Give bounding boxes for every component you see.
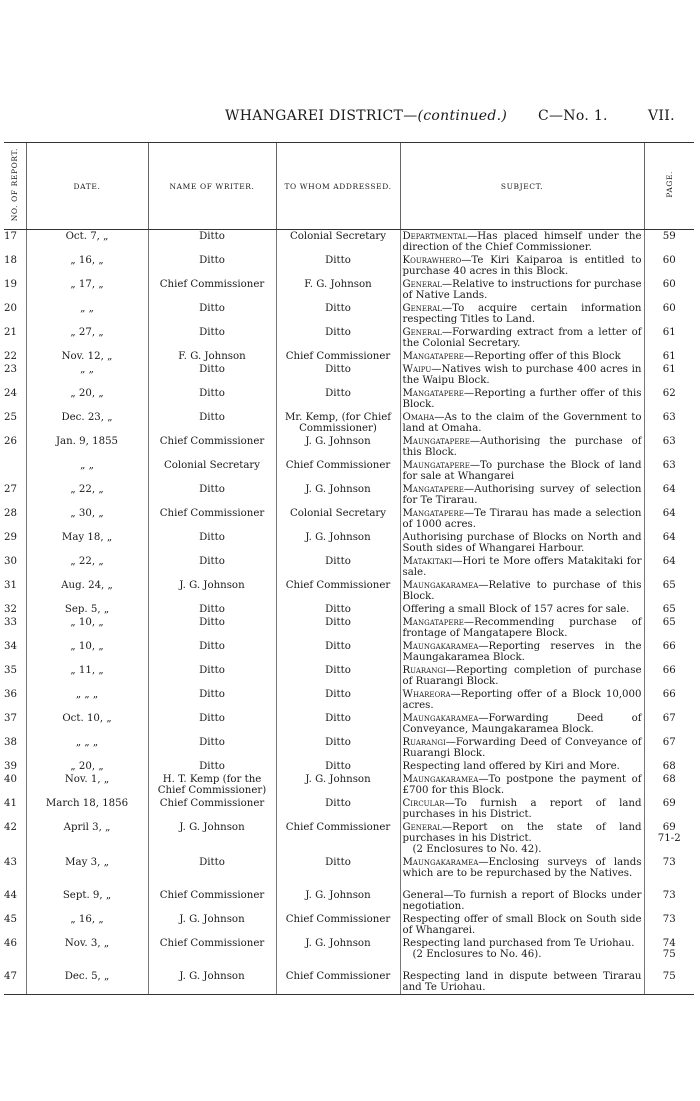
page-cell: 66 [644, 640, 694, 664]
document-reference: C—No. 1. [538, 108, 608, 124]
writer-cell: J. G. Johnson [148, 913, 276, 937]
addressed-cell: Ditto [276, 555, 400, 579]
col-subject: SUBJECT. [400, 143, 644, 230]
addressed-cell: Ditto [276, 302, 400, 326]
subject-heading: Omaha [402, 412, 435, 423]
writer-cell: Ditto [148, 664, 276, 688]
date-cell: March 18, 1856 [26, 797, 148, 821]
table-row [4, 760, 694, 773]
report-number: 41 [4, 798, 17, 809]
writer-cell: Chief Commissioner [148, 937, 276, 970]
table-header [4, 143, 694, 230]
table-row [4, 302, 694, 326]
subject-cell: Authorising purchase of Blocks on North and South sides of Whangarei Harbour. [400, 531, 644, 555]
page-cell: 64 [644, 555, 694, 579]
addressed-cell: J. G. Johnson [276, 435, 400, 459]
subject-cell: Maungakaramea—Reporting reserves in the Maungakaramea Block. [400, 640, 644, 664]
table-row [4, 326, 694, 350]
table-row [4, 459, 694, 483]
report-number: 37 [4, 713, 17, 724]
addressed-cell: F. G. Johnson [276, 278, 400, 302]
page-cell: 69 71-2 [644, 821, 694, 856]
subject-heading: Whareora [402, 689, 451, 700]
table-row [4, 970, 694, 995]
writer-cell: F. G. Johnson [148, 350, 276, 363]
col-report-no: NO. OF REPORT. [4, 143, 26, 230]
subject-cell: Matakitaki—Hori te More offers Matakitaki for sale. [400, 555, 644, 579]
report-number: 21 [4, 327, 17, 338]
page-cell: 65 [644, 616, 694, 640]
subject-cell: Maungakaramea—Forwarding Deed of Conveyance, Maungakaramea Block. [400, 712, 644, 736]
date-cell: „ „ [26, 363, 148, 387]
writer-cell: Ditto [148, 230, 276, 255]
subject-heading: Waipu [402, 364, 432, 375]
addressed-cell: Ditto [276, 254, 400, 278]
addressed-cell: Mr. Kemp, (for Chief Commissioner) [276, 411, 400, 435]
subject-heading: Maungakaramea [402, 857, 479, 868]
table-row [4, 773, 694, 797]
report-number: 18 [4, 255, 17, 266]
page-cell: 65 [644, 579, 694, 603]
report-number [4, 459, 26, 483]
writer-cell: Colonial Secretary [148, 459, 276, 483]
addressed-cell: Ditto [276, 640, 400, 664]
addressed-cell: Chief Commissioner [276, 459, 400, 483]
writer-cell: Chief Commissioner [148, 278, 276, 302]
report-number: 40 [4, 774, 17, 785]
writer-cell: Ditto [148, 302, 276, 326]
table-row [4, 230, 694, 255]
date-cell: „ 30, „ [26, 507, 148, 531]
date-cell: „ 10, „ [26, 616, 148, 640]
date-cell: „ „ „ [26, 688, 148, 712]
subject-note: (2 Enclosures to No. 46). [412, 949, 542, 960]
report-number: 28 [4, 508, 17, 519]
subject-cell: Ruarangi—Reporting completion of purchase of Ruarangi Block. [400, 664, 644, 688]
col-date: DATE. [26, 143, 148, 230]
writer-cell: Ditto [148, 603, 276, 616]
date-cell: „ 11, „ [26, 664, 148, 688]
report-number: 38 [4, 737, 17, 748]
date-cell: Nov. 3, „ [26, 937, 148, 970]
report-number: 33 [4, 617, 17, 628]
date-cell: Dec. 23, „ [26, 411, 148, 435]
report-number: 42 [4, 822, 17, 833]
subject-cell: Whareora—Reporting offer of a Block 10,000 acres. [400, 688, 644, 712]
writer-cell: Ditto [148, 326, 276, 350]
report-number: 43 [4, 857, 17, 868]
page-cell: 60 [644, 278, 694, 302]
subject-heading: Maungatapere [402, 460, 470, 471]
report-number: 31 [4, 580, 17, 591]
addressed-cell: J. G. Johnson [276, 773, 400, 797]
report-number: 17 [4, 231, 17, 242]
table-row [4, 507, 694, 531]
subject-cell: General—Relative to instructions for purchase of Native Lands. [400, 278, 644, 302]
table-row [4, 350, 694, 363]
table-row [4, 411, 694, 435]
date-cell: „ 22, „ [26, 555, 148, 579]
date-cell: May 18, „ [26, 531, 148, 555]
table-row [4, 483, 694, 507]
title-continued: (continued.) [417, 108, 508, 124]
report-number: 36 [4, 689, 17, 700]
writer-cell: Ditto [148, 483, 276, 507]
subject-heading: Mangatapere [402, 617, 464, 628]
date-cell: „ 20, „ [26, 387, 148, 411]
page-cell: 60 [644, 254, 694, 278]
addressed-cell: Ditto [276, 712, 400, 736]
correspondence-table [4, 142, 694, 995]
page-cell: 61 [644, 363, 694, 387]
subject-cell: Ruarangi—Forwarding Deed of Conveyance of Ruarangi Block. [400, 736, 644, 760]
subject-note: (2 Enclosures to No. 42). [412, 844, 542, 855]
writer-cell: J. G. Johnson [148, 579, 276, 603]
writer-cell: Ditto [148, 760, 276, 773]
page-cell: 60 [644, 302, 694, 326]
table-row [4, 603, 694, 616]
subject-heading: Kourawhero [402, 255, 462, 266]
report-number: 39 [4, 761, 17, 772]
page-cell: 73 [644, 913, 694, 937]
writer-cell: Ditto [148, 736, 276, 760]
subject-heading: Mangatapere [402, 508, 464, 519]
addressed-cell: Colonial Secretary [276, 230, 400, 255]
subject-heading: General [402, 822, 442, 833]
subject-cell: Departmental—Has placed himself under the direction of the Chief Commissioner. [400, 230, 644, 255]
page-cell: 61 [644, 350, 694, 363]
subject-heading: General [402, 303, 442, 314]
subject-cell: Mangatapere—Recommending purchase of frontage of Mangatapere Block. [400, 616, 644, 640]
page-number: VII. [648, 108, 675, 124]
table-row [4, 616, 694, 640]
page-cell: 66 [644, 688, 694, 712]
writer-cell: Ditto [148, 555, 276, 579]
report-number: 25 [4, 412, 17, 423]
subject-cell: General—Forwarding extract from a letter of the Colonial Secretary. [400, 326, 644, 350]
writer-cell: Ditto [148, 712, 276, 736]
writer-cell: Chief Commissioner [148, 435, 276, 459]
addressed-cell: Ditto [276, 664, 400, 688]
writer-cell: J. G. Johnson [148, 970, 276, 995]
page-cell: 67 [644, 736, 694, 760]
addressed-cell: Chief Commissioner [276, 913, 400, 937]
table-row [4, 797, 694, 821]
page-cell: 63 [644, 411, 694, 435]
subject-heading: Maungakaramea [402, 713, 479, 724]
addressed-cell: J. G. Johnson [276, 531, 400, 555]
subject-heading: Mangatapere [402, 484, 464, 495]
subject-cell: Offering a small Block of 157 acres for sale. [400, 603, 644, 616]
page-cell: 68 [644, 760, 694, 773]
report-number: 34 [4, 641, 17, 652]
date-cell: „ 27, „ [26, 326, 148, 350]
report-number: 23 [4, 364, 17, 375]
subject-cell: Mangatapere—Te Tirarau has made a selection of 1000 acres. [400, 507, 644, 531]
writer-cell: Ditto [148, 616, 276, 640]
subject-cell: Maungatapere—To purchase the Block of land for sale at Whangarei [400, 459, 644, 483]
addressed-cell: Ditto [276, 603, 400, 616]
report-number: 22 [4, 351, 17, 362]
subject-heading: Mangatapere [402, 351, 464, 362]
subject-heading: General [402, 279, 442, 290]
writer-cell: Ditto [148, 531, 276, 555]
date-cell: „ 16, „ [26, 913, 148, 937]
page-cell: 61 [644, 326, 694, 350]
col-page: PAGE. [644, 143, 694, 230]
date-cell: „ 10, „ [26, 640, 148, 664]
writer-cell: Ditto [148, 688, 276, 712]
date-cell: Oct. 7, „ [26, 230, 148, 255]
date-cell: Oct. 10, „ [26, 712, 148, 736]
subject-cell: General—To acquire certain information respecting Titles to Land. [400, 302, 644, 326]
addressed-cell: Chief Commissioner [276, 350, 400, 363]
table-row [4, 555, 694, 579]
addressed-cell: Ditto [276, 326, 400, 350]
report-number: 45 [4, 914, 17, 925]
subject-heading: Maungatapere [402, 436, 470, 447]
subject-heading: Maungakaramea [402, 774, 479, 785]
table-row [4, 387, 694, 411]
page-cell: 63 [644, 459, 694, 483]
table-row [4, 821, 694, 856]
subject-cell: General—Report on the state of land purchases in his District. (2 Enclosures to No. 42). [400, 821, 644, 856]
addressed-cell: Ditto [276, 760, 400, 773]
col-addressed: TO WHOM ADDRESSED. [276, 143, 400, 230]
addressed-cell: Ditto [276, 616, 400, 640]
report-number: 46 [4, 938, 17, 949]
table-row [4, 254, 694, 278]
page-cell: 69 [644, 797, 694, 821]
subject-heading: Ruarangi [402, 665, 446, 676]
writer-cell: Ditto [148, 640, 276, 664]
subject-heading: Circular [402, 798, 445, 809]
subject-cell: Mangatapere—Authorising survey of selection for Te Tirarau. [400, 483, 644, 507]
writer-cell: Chief Commissioner [148, 797, 276, 821]
table-row [4, 435, 694, 459]
subject-cell: Mangatapere—Reporting a further offer of this Block. [400, 387, 644, 411]
report-number: 24 [4, 388, 17, 399]
report-number: 27 [4, 484, 17, 495]
date-cell: Aug. 24, „ [26, 579, 148, 603]
addressed-cell: Ditto [276, 736, 400, 760]
report-number: 35 [4, 665, 17, 676]
date-cell: Sep. 5, „ [26, 603, 148, 616]
subject-heading: Ruarangi [402, 737, 446, 748]
addressed-cell: Chief Commissioner [276, 579, 400, 603]
report-number: 19 [4, 279, 17, 290]
date-cell: „ „ [26, 302, 148, 326]
page-cell: 64 [644, 483, 694, 507]
report-number: 47 [4, 970, 26, 995]
date-cell: Sept. 9, „ [26, 889, 148, 913]
writer-cell: Ditto [148, 363, 276, 387]
page-cell: 59 [644, 230, 694, 255]
subject-heading: Departmental [402, 231, 468, 242]
subject-cell: Respecting land purchased from Te Uriohau. (2 Enclosures to No. 46). [400, 937, 644, 970]
page-cell: 66 [644, 664, 694, 688]
page-note: 75 [662, 949, 676, 960]
writer-cell: J. G. Johnson [148, 821, 276, 856]
addressed-cell: Chief Commissioner [276, 821, 400, 856]
subject-cell: Maungakaramea—Enclosing surveys of lands which are to be repurchased by the Natives. [400, 856, 644, 889]
report-number: 30 [4, 556, 17, 567]
subject-heading: Maungakaramea [402, 641, 479, 652]
subject-heading: Maungakaramea [402, 580, 479, 591]
report-number: 29 [4, 532, 17, 543]
page-cell: 64 [644, 531, 694, 555]
date-cell: „ „ [26, 459, 148, 483]
page-cell: 68 [644, 773, 694, 797]
table-row [4, 736, 694, 760]
report-number: 26 [4, 436, 17, 447]
subject-heading: General [402, 327, 442, 338]
date-cell: „ 17, „ [26, 278, 148, 302]
table-row [4, 712, 694, 736]
addressed-cell: Ditto [276, 688, 400, 712]
date-cell: „ 20, „ [26, 760, 148, 773]
subject-heading: Mangatapere [402, 388, 464, 399]
date-cell: „ „ „ [26, 736, 148, 760]
table-row [4, 531, 694, 555]
page-cell: 63 [644, 435, 694, 459]
report-number: 44 [4, 890, 17, 901]
title-text: WHANGAREI DISTRICT— [225, 108, 418, 124]
subject-cell: Omaha—As to the claim of the Government to land at Omaha. [400, 411, 644, 435]
page-cell: 73 [644, 856, 694, 889]
subject-cell: Respecting land offered by Kiri and More. [400, 760, 644, 773]
report-number: 32 [4, 604, 17, 615]
page-cell: 62 [644, 387, 694, 411]
subject-cell: Respecting offer of small Block on South side of Whangarei. [400, 913, 644, 937]
date-cell: Nov. 12, „ [26, 350, 148, 363]
subject-cell: Maungatapere—Authorising the purchase of this Block. [400, 435, 644, 459]
addressed-cell: Chief Commissioner [276, 970, 400, 995]
subject-heading: Matakitaki [402, 556, 453, 567]
table-row [4, 937, 694, 970]
table-row [4, 913, 694, 937]
writer-cell: Chief Commissioner [148, 507, 276, 531]
page-note: 71-2 [657, 833, 681, 844]
page-cell: 75 [644, 970, 694, 995]
addressed-cell: J. G. Johnson [276, 889, 400, 913]
page-cell: 73 [644, 889, 694, 913]
date-cell: Nov. 1, „ [26, 773, 148, 797]
table-row [4, 664, 694, 688]
subject-cell: Waipu—Natives wish to purchase 400 acres in the Waipu Block. [400, 363, 644, 387]
subject-cell: Maungakaramea—Relative to purchase of this Block. [400, 579, 644, 603]
addressed-cell: Ditto [276, 856, 400, 889]
subject-cell: Mangatapere—Reporting offer of this Block [400, 350, 644, 363]
page-cell: 64 [644, 507, 694, 531]
writer-cell: Ditto [148, 411, 276, 435]
subject-cell: Respecting land in dispute between Tirarau and Te Uriohau. [400, 970, 644, 995]
table-row [4, 889, 694, 913]
table-row [4, 688, 694, 712]
date-cell: April 3, „ [26, 821, 148, 856]
writer-cell: Ditto [148, 387, 276, 411]
table-row [4, 278, 694, 302]
subject-cell: Maungakaramea—To postpone the payment of £700 for this Block. [400, 773, 644, 797]
table-row [4, 856, 694, 889]
writer-cell: H. T. Kemp (for the Chief Commissioner) [148, 773, 276, 797]
table-row [4, 363, 694, 387]
date-cell: Jan. 9, 1855 [26, 435, 148, 459]
subject-cell: Circular—To furnish a report of land purchases in his District. [400, 797, 644, 821]
subject-cell: General—To furnish a report of Blocks under negotiation. [400, 889, 644, 913]
page-title [225, 108, 507, 124]
addressed-cell: Ditto [276, 797, 400, 821]
addressed-cell: J. G. Johnson [276, 483, 400, 507]
date-cell: Dec. 5, „ [26, 970, 148, 995]
date-cell: May 3, „ [26, 856, 148, 889]
addressed-cell: Colonial Secretary [276, 507, 400, 531]
page-cell: 67 [644, 712, 694, 736]
writer-cell: Chief Commissioner [148, 889, 276, 913]
page-cell: 65 [644, 603, 694, 616]
addressed-cell: J. G. Johnson [276, 937, 400, 970]
page-cell: 74 75 [644, 937, 694, 970]
table-row [4, 579, 694, 603]
addressed-cell: Ditto [276, 363, 400, 387]
col-writer: NAME OF WRITER. [148, 143, 276, 230]
date-cell: „ 16, „ [26, 254, 148, 278]
report-number: 20 [4, 303, 17, 314]
writer-cell: Ditto [148, 254, 276, 278]
subject-cell: Kourawhero—Te Kiri Kaiparoa is entitled to purchase 40 acres in this Block. [400, 254, 644, 278]
table-row [4, 640, 694, 664]
date-cell: „ 22, „ [26, 483, 148, 507]
writer-cell: Ditto [148, 856, 276, 889]
addressed-cell: Ditto [276, 387, 400, 411]
